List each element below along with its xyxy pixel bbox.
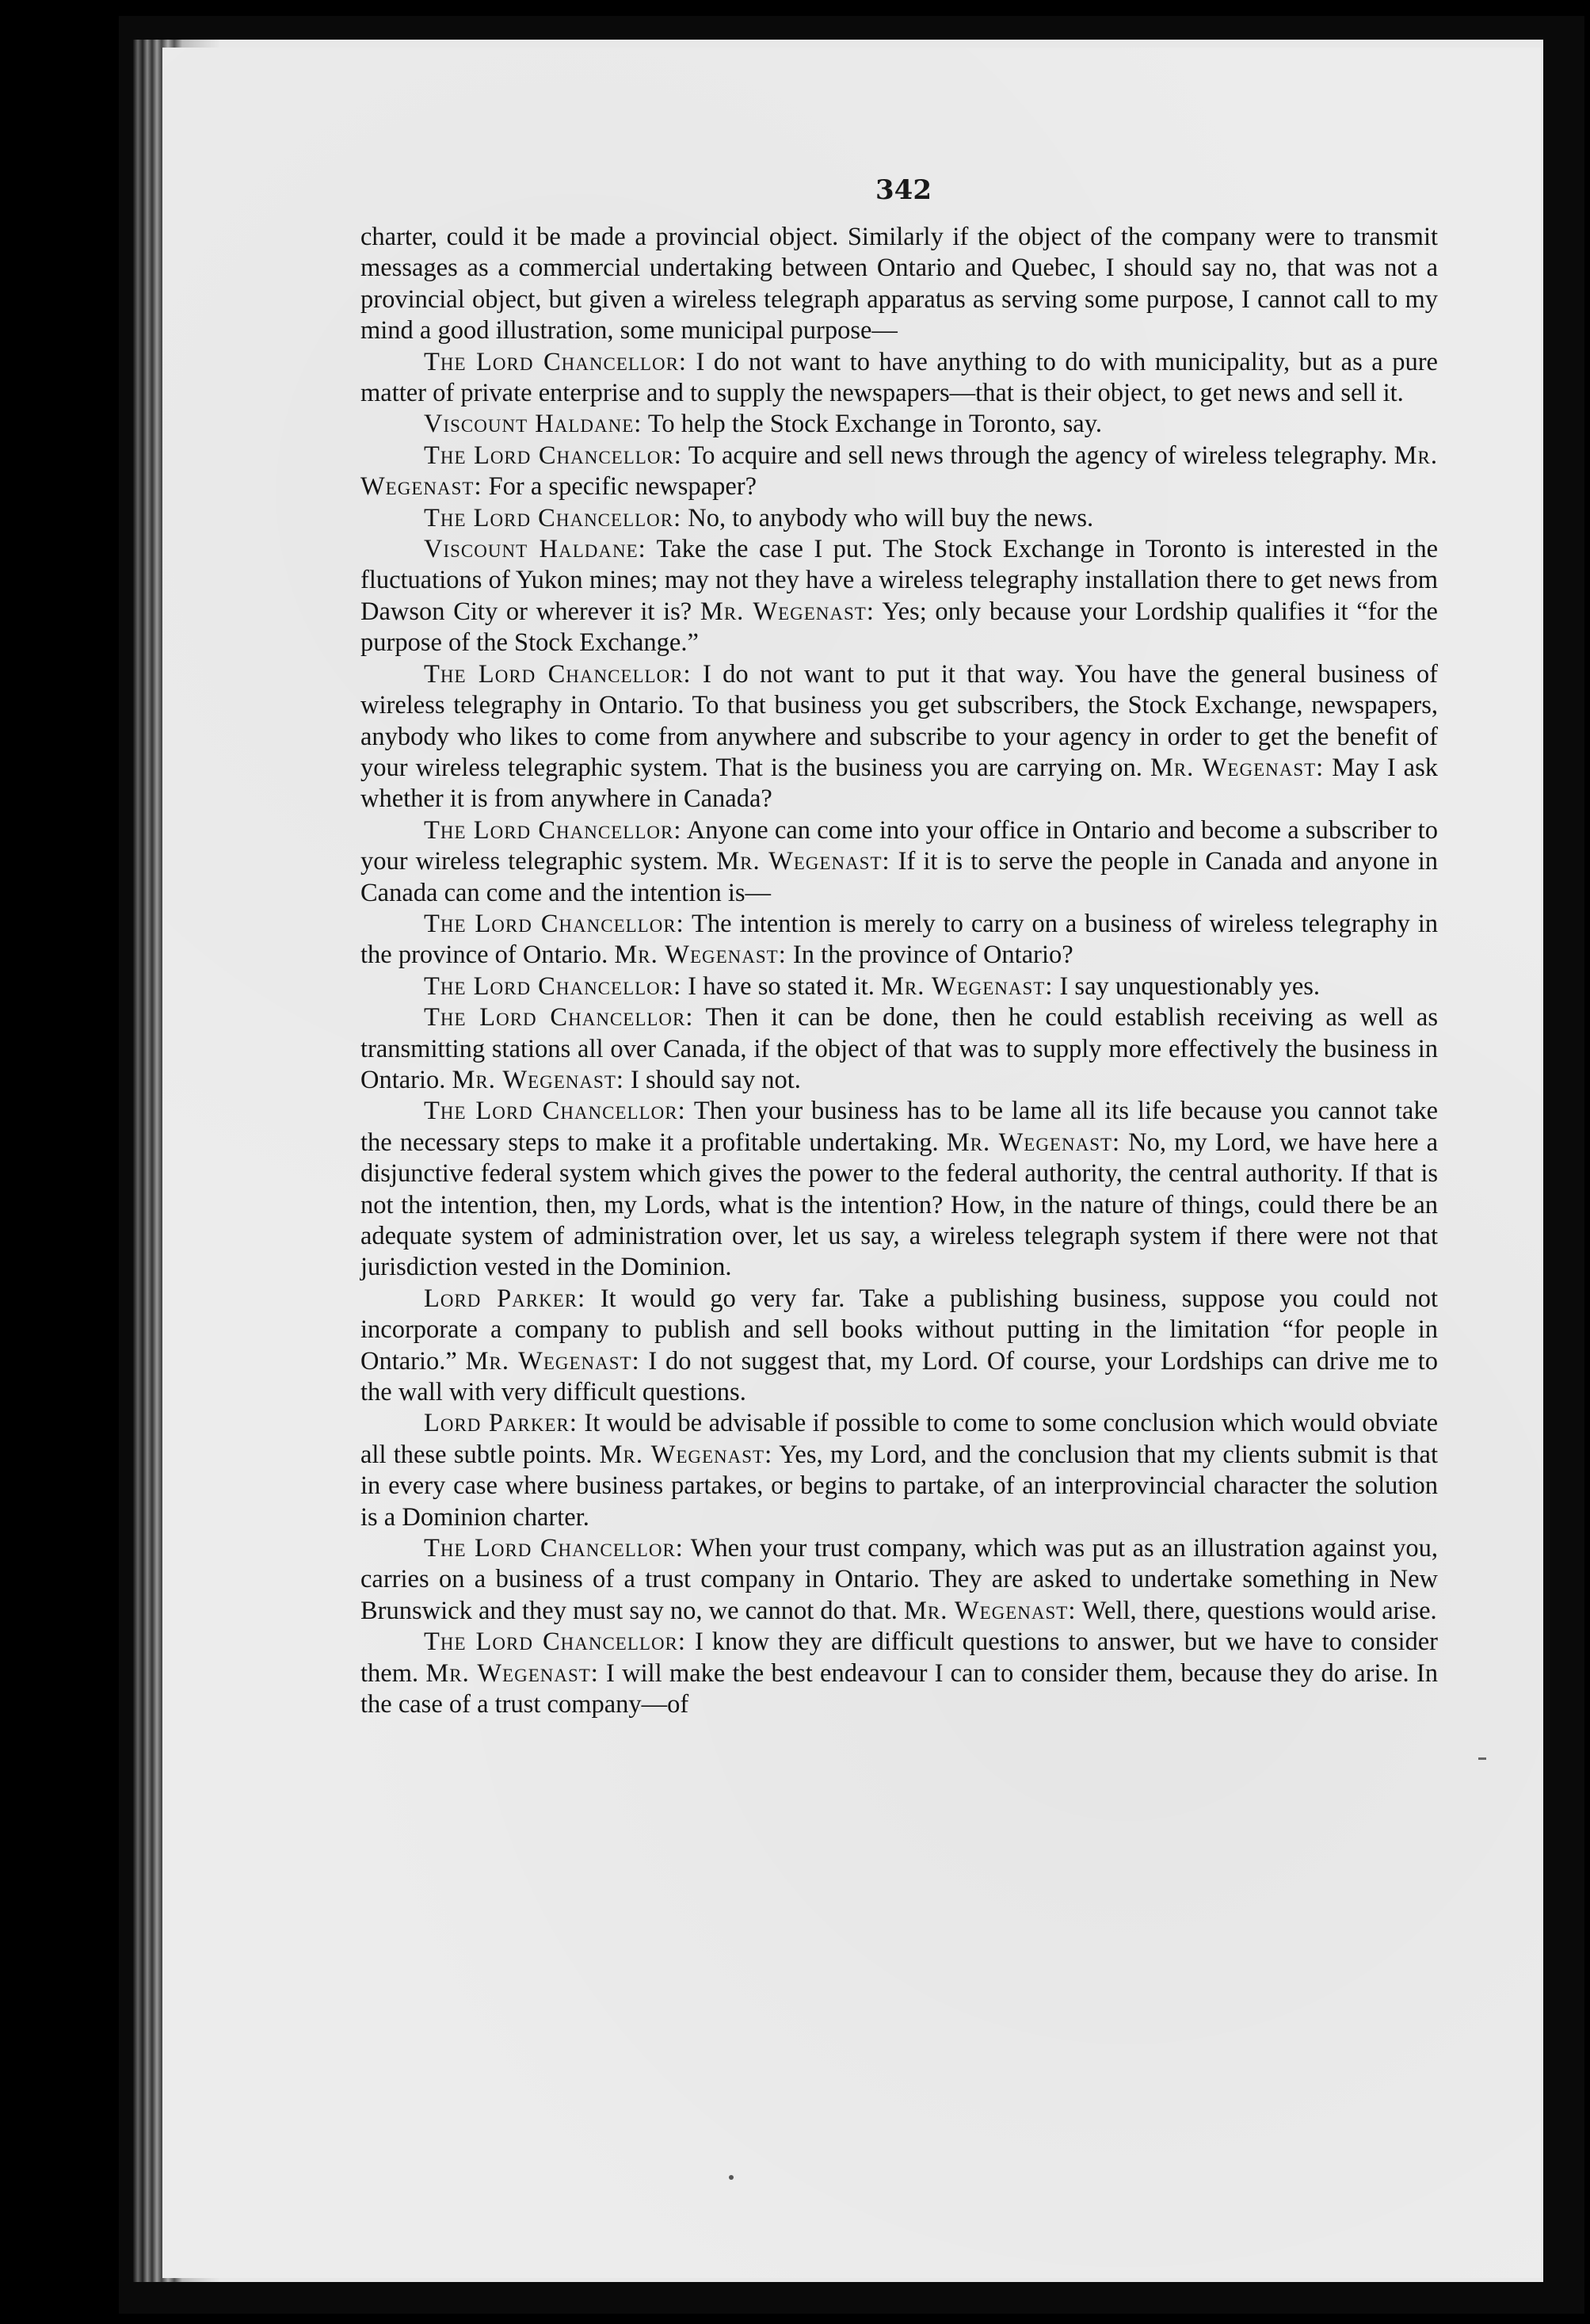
transcript-paragraph [360, 1284, 1438, 1409]
speaker-name: Mr. Wegenast: [946, 1128, 1121, 1157]
transcript-paragraph [360, 1533, 1438, 1627]
speech-text: Well, there, questions would arise. [1076, 1596, 1437, 1625]
speech-text: It would go very far. Take a publishing business, suppose you could not incorporate a company to publish and sell books without putting in the limitation “for people in Ontario.” [360, 1284, 1438, 1376]
speech-text: Then it can be done, then he could establish receiving as well as transmitting stations all over Canada, if the object of that was to supply more effectively the business in Ontario. [360, 1003, 1439, 1094]
speech-text: Yes, my Lord, and the conclusion that my clients submit is that in every case where business partakes, or begins to partake, of an interprovincial character the solution is a Dominion charter. [360, 1440, 1438, 1532]
speech-text: When your trust company, which was put as an illustration against you, carries on a business of a trust company in Ontario. They are asked to undertake something in New Brunswick and they must say no, we cannot do that. [360, 1534, 1438, 1625]
speech-text: To acquire and sell news through the agency of wireless telegraphy. [681, 441, 1394, 470]
speech-text: Anyone can come into your office in Ontario and become a subscriber to your wireless telegraphic system. [360, 815, 1438, 876]
transcript-paragraph [360, 441, 1438, 503]
transcript-paragraph [360, 1627, 1438, 1720]
speech-text: No, my Lord, we have here a disjunctive federal system which gives the power to the federal authority, the central authority. If that is not the intention, then, my Lords, what is the intention? How, in the nature of things, could there be an adequate system of administration over, let us say, a wireless telegraph system if there were not that jurisdiction vested in the Dominion. [360, 1128, 1439, 1282]
speaker-name: Viscount Haldane: [424, 410, 642, 439]
speaker-name: Mr. Wegenast: [1150, 753, 1325, 782]
speaker-name: Mr. Wegenast: [880, 971, 1054, 1001]
speaker-name: The Lord Chancellor: [424, 441, 682, 470]
speech-text: I do not suggest that, my Lord. Of course, your Lordships can drive me to the wall with very difficult questions. [360, 1346, 1439, 1407]
page-number: 342 [875, 174, 932, 206]
speech-text: No, to anybody who will buy the news. [681, 503, 1094, 532]
transcript-paragraph [360, 1408, 1438, 1533]
speech-text: It would be advisable if possible to come to some conclusion which would obviate all these subtle points. [360, 1409, 1439, 1469]
speaker-name: Lord Parker: [424, 1284, 586, 1313]
speech-text: I do not want to have anything to do with municipality, but as a pure matter of private enterprise and to supply the newspapers—that is their object, to get news and sell it. [360, 347, 1438, 408]
speech-text: The intention is merely to carry on a business of wireless telegraphy in the province of Ontario. [360, 909, 1438, 970]
transcript-paragraph [360, 659, 1438, 815]
transcript-paragraph [360, 909, 1438, 971]
speaker-name: The Lord Chancellor: [424, 347, 687, 376]
speaker-name: The Lord Chancellor: [424, 503, 682, 532]
speaker-name: The Lord Chancellor: [424, 659, 692, 689]
speaker-name: Mr. Wegenast: [465, 1346, 640, 1376]
speaker-name: Mr. Wegenast: [599, 1440, 773, 1469]
speaker-name: Mr. Wegenast: [716, 847, 890, 876]
speaker-name: Mr. Wegenast: [700, 597, 875, 626]
speaker-name: The Lord Chancellor: [424, 1628, 686, 1657]
speaker-name: The Lord Chancellor: [424, 1097, 686, 1126]
speaker-name: The Lord Chancellor: [424, 909, 684, 938]
speaker-name: The Lord Chancellor: [424, 1003, 694, 1032]
transcript-paragraph [360, 222, 1438, 347]
speaker-name: The Lord Chancellor: [424, 815, 682, 845]
transcript-body [360, 222, 1438, 1721]
speaker-name: Mr. Wegenast: [360, 441, 1438, 502]
speaker-name: Mr. Wegenast: [904, 1596, 1077, 1625]
speaker-name: Mr. Wegenast: [614, 941, 787, 970]
transcript-paragraph [360, 409, 1438, 440]
speaker-name: Mr. Wegenast: [452, 1065, 624, 1094]
speech-text: Then your business has to be lame all its life because you cannot take the necessary steps to make it a profitable undertaking. [360, 1097, 1438, 1157]
speech-text: For a specific newspaper? [482, 472, 757, 502]
speaker-name: Lord Parker: [424, 1409, 578, 1438]
speaker-name: Mr. Wegenast: [425, 1658, 599, 1688]
speaker-name: The Lord Chancellor: [424, 971, 682, 1001]
speech-text: May I ask whether it is from anywhere in Canada? [360, 753, 1439, 814]
transcript-paragraph [360, 1096, 1438, 1283]
margin-mark [1478, 1757, 1486, 1760]
transcript-paragraph [360, 1002, 1438, 1096]
speech-text: I have so stated it. [681, 971, 881, 1001]
speaker-name: Viscount Haldane: [424, 535, 646, 564]
speech-text: I will make the best endeavour I can to consider them, because they do arise. In the case of a trust company—of [360, 1658, 1438, 1719]
transcript-paragraph [360, 815, 1438, 909]
ink-speck [729, 2175, 734, 2180]
speech-text: I do not want to put it that way. You have the general business of wireless telegraphy in Ontario. To that business you get subscribers, the Stock Exchange, newspapers, anybody who likes to come from anywhere and subscribe to your agency in order to get the benefit of your wireless telegraphic system. That is the business you are carrying on. [360, 659, 1438, 782]
speaker-name: The Lord Chancellor: [424, 1534, 684, 1563]
speech-text: I know they are difficult questions to answer, but we have to consider them. [360, 1628, 1438, 1688]
speech-text: In the province of Ontario? [786, 941, 1073, 970]
transcript-paragraph [360, 534, 1438, 659]
speech-text: charter, could it be made a provincial object. Similarly if the object of the company were to transmit messages as a commercial undertaking between Ontario and Quebec, I should say no, that was not a provincial object, but given a wireless telegraph apparatus as serving some purpose, I cannot call to my mind a good illustration, some municipal purpose— [360, 223, 1438, 345]
speech-text: I say unquestionably yes. [1053, 971, 1321, 1001]
speech-text: Take the case I put. The Stock Exchange in Toronto is interested in the fluctuations of Yukon mines; may not they have a wireless telegraphy installation there to get news from Dawson City or wherever it is? [360, 535, 1438, 626]
speech-text: Yes; only because your Lordship qualifies it “for the purpose of the Stock Exchange.” [360, 597, 1438, 658]
speech-text: If it is to serve the people in Canada and anyone in Canada can come and the intention is— [360, 847, 1438, 907]
transcript-paragraph [360, 971, 1438, 1002]
transcript-paragraph [360, 503, 1438, 534]
speech-text: To help the Stock Exchange in Toronto, say. [642, 410, 1102, 439]
speech-text: I should say not. [623, 1065, 801, 1094]
transcript-paragraph [360, 347, 1438, 410]
